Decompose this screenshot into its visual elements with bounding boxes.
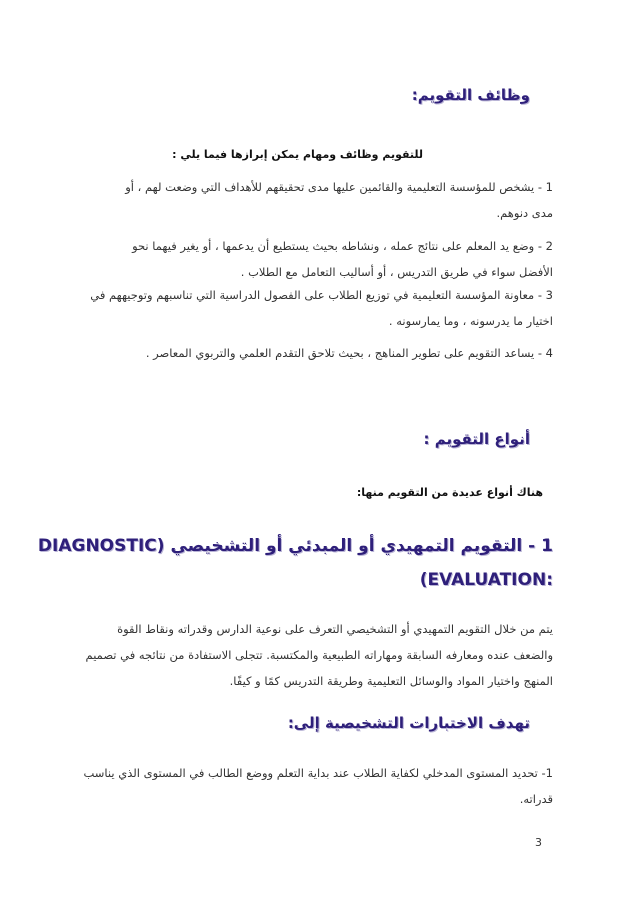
function-item-3-line-1: 3 - معاونة المؤسسة التعليمية في توزيع الطلاب على الفصول الدراسية التي تناسبهم وتوجيههم في bbox=[90, 288, 553, 302]
function-item-4 bbox=[146, 340, 553, 366]
function-item-3 bbox=[90, 282, 553, 334]
tests-item-1-line-2: قدراته. bbox=[519, 792, 553, 806]
function-item-4-line-1: 4 - يساعد التقويم على تطوير المناهج ، بحيث تلاحق التقدم العلمي والتربوي المعاصر . bbox=[145, 346, 553, 360]
tests-item-1-line-1: 1- تحديد المستوى المدخلي لكفاية الطلاب عند بداية التعلم ووضع الطالب في المستوى الذي يناسب bbox=[83, 766, 553, 780]
types-intro: هناك أنواع عديدة من التقويم منها: bbox=[356, 486, 543, 499]
types-heading: أنواع التقويم : bbox=[423, 430, 530, 448]
function-item-2-line-2: الأفضل سواء في طريق التدريس ، أو أساليب التعامل مع الطلاب . bbox=[240, 265, 553, 279]
function-item-1-line-2: مدى دنوهم. bbox=[496, 206, 553, 220]
diagnostic-paragraph-line-2: والضعف عنده ومعارفه السابقة ومهاراته الطبيعية والمكتسبة. تتجلى الاستفادة من نتائجه في تصميم bbox=[85, 648, 553, 662]
page-number: 3 bbox=[535, 836, 542, 849]
function-item-1 bbox=[125, 174, 553, 226]
functions-heading: وظائف التقويم: bbox=[411, 86, 530, 104]
diagnostic-paragraph-line-1: يتم من خلال التقويم التمهيدي أو التشخيصي التعرف على نوعية الدارس وقدراته ونقاط القوة bbox=[117, 622, 553, 636]
tests-item-1 bbox=[83, 760, 553, 812]
function-item-3-line-2: اختيار ما يدرسونه ، وما يمارسونه . bbox=[388, 314, 553, 328]
diagnostic-heading-line-1: 1 - التقويم التمهيدي أو المبدئي أو التشخيصي (DIAGNOSTIC bbox=[37, 536, 553, 556]
function-item-2-line-1: 2 - وضع يد المعلم على نتائج عمله ، ونشاطه بحيث يستطيع أن يدعمها ، أو يغير فيهما نحو bbox=[132, 239, 553, 253]
tests-heading: تهدف الاختبارات التشخيصية إلى: bbox=[287, 714, 530, 732]
functions-intro: للتقويم وظائف ومهام يمكن إبرازها فيما يلي : bbox=[172, 148, 423, 161]
diagnostic-paragraph-line-3: المنهج واختيار المواد والوسائل التعليمية وطريقة التدريس كمًا و كيفًا. bbox=[229, 674, 553, 688]
diagnostic-paragraph bbox=[86, 616, 553, 694]
function-item-2 bbox=[132, 233, 553, 285]
function-item-1-line-1: 1 - يشخص للمؤسسة التعليمية والقائمين عليها مدى تحقيقهم للأهداف التي وضعت لهم ، أو bbox=[125, 180, 553, 194]
diagnostic-heading-line-2: :EVALUATION) bbox=[419, 570, 553, 590]
